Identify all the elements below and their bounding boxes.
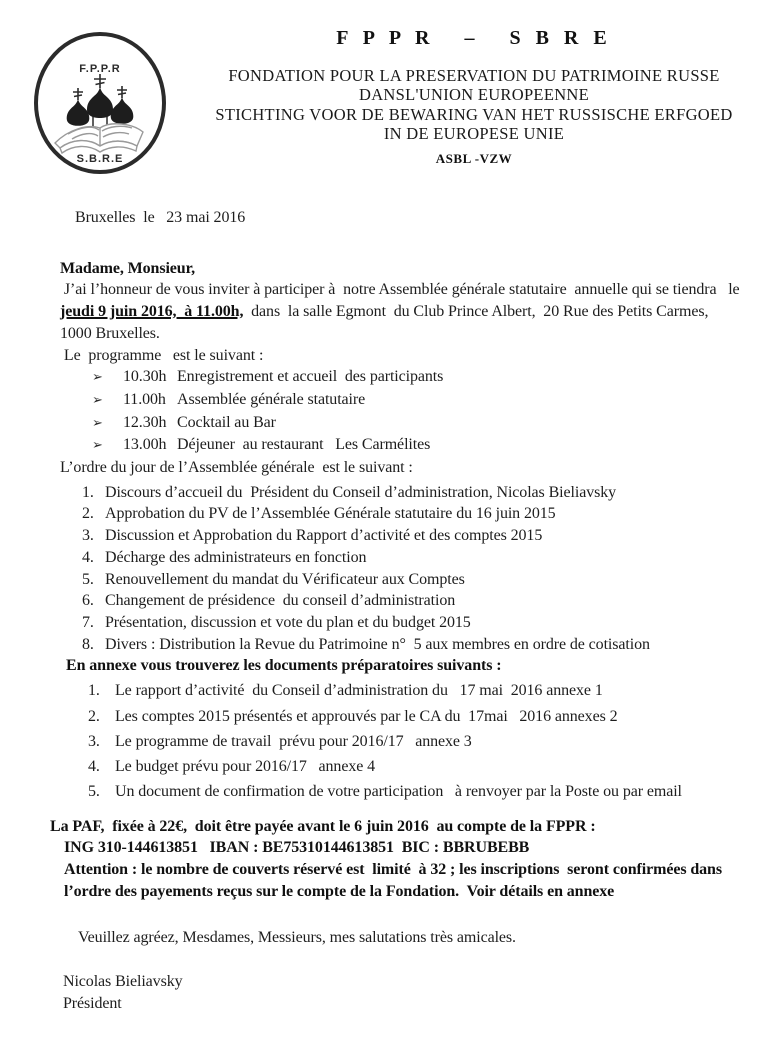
annex-list — [88, 680, 740, 802]
agenda-item — [82, 612, 740, 634]
agenda-item — [82, 634, 740, 656]
programme-label: Assemblée générale statutaire — [177, 390, 366, 408]
programme-time: 11.00h — [123, 390, 166, 408]
payment-info-block — [50, 816, 740, 903]
programme-time: 13.00h — [123, 436, 167, 454]
salutation: Madame, Monsieur, — [60, 259, 196, 277]
org-header-text — [176, 26, 772, 180]
legal-form-label: ASBL -VZW — [435, 150, 513, 166]
agenda-intro: L’ordre du jour de l’Assemblée générale est le suivant : — [60, 459, 413, 477]
annex-number: 1. — [88, 682, 100, 700]
invitation-text-before: J’ai l’honneur de vous inviter à participer à notre Assemblée générale statutaire annuelle qui se tiendra le — [60, 281, 752, 299]
arrowhead-bullet-icon: ➢ — [92, 438, 103, 454]
org-name-nl-line2: IN DE EUROPESE UNIE — [383, 124, 565, 144]
annex-heading: En annexe vous trouverez les documents préparatoires suivants : — [66, 657, 502, 675]
agenda-item — [82, 569, 740, 591]
agenda-number: 3. — [82, 527, 94, 545]
annex-text: Les comptes 2015 présentés et approuvés par le CA du 17mai 2016 annexes 2 — [115, 707, 618, 725]
annex-text: Un document de confirmation de votre participation à renvoyer par la Poste ou par email — [115, 782, 682, 800]
annex-item — [88, 706, 740, 728]
agenda-text: Renouvellement du mandat du Vérificateur aux Comptes — [105, 570, 465, 588]
meeting-date-highlight: jeudi 9 juin 2016, à 11.00h, — [60, 303, 244, 321]
programme-label: Enregistrement et accueil des participants — [177, 368, 444, 386]
fppr-sbre-logo — [24, 26, 176, 180]
annex-item — [88, 731, 740, 753]
annex-item — [88, 781, 740, 803]
agenda-item — [82, 503, 740, 525]
logo-top-label: F.P.P.R — [79, 63, 121, 75]
invitation-paragraph — [60, 279, 752, 344]
programme-item — [92, 389, 740, 412]
agenda-number: 2. — [82, 505, 94, 523]
signature-name: Nicolas Bieliavsky — [63, 973, 183, 991]
logo-bottom-label: S.B.R.E — [76, 153, 124, 165]
org-name-nl-line1: STICHTING VOOR DE BEWARING VAN HET RUSSISCHE ERFGOED — [215, 104, 733, 124]
agenda-number: 7. — [82, 613, 94, 631]
programme-item — [92, 434, 740, 457]
arrowhead-bullet-icon: ➢ — [92, 370, 103, 386]
agenda-list — [82, 482, 740, 656]
agenda-item — [82, 482, 740, 504]
agenda-number: 8. — [82, 635, 94, 653]
annex-number: 3. — [88, 732, 100, 750]
letter-body — [0, 207, 782, 1014]
paf-fee-line: La PAF, fixée à 22€, doit être payée avant le 6 juin 2016 au compte de la FPPR : — [50, 817, 596, 835]
programme-item — [92, 412, 740, 435]
annex-text: Le rapport d’activité du Conseil d’administration du 17 mai 2016 annexe 1 — [115, 682, 603, 700]
annex-text: Le programme de travail prévu pour 2016/17 annexe 3 — [115, 732, 472, 750]
agenda-number: 4. — [82, 548, 94, 566]
logo-graphic — [24, 26, 176, 180]
agenda-number: 5. — [82, 570, 94, 588]
org-name-fr-line2: DANSL'UNION EUROPEENNE — [358, 85, 590, 105]
agenda-text: Décharge des administrateurs en fonction — [105, 548, 367, 566]
agenda-text: Discours d’accueil du Président du Conseil d’administration, Nicolas Bieliavsky — [105, 483, 617, 501]
agenda-text: Divers : Distribution la Revue du Patrimoine n° 5 aux membres en ordre de cotisation — [105, 635, 650, 653]
programme-time: 10.30h — [123, 368, 167, 386]
programme-label: Cocktail au Bar — [177, 413, 276, 431]
attention-note: Attention : le nombre de couverts réservé est limité à 32 ; les inscriptions seront confirmées dans l’ordre des payements reçus sur le compte de la Fondation. Voir détails en annexe — [64, 860, 726, 900]
programme-item — [92, 366, 740, 389]
closing-salutation: Veuillez agréez, Mesdames, Messieurs, mes salutations très amicales. — [78, 929, 516, 947]
agenda-number: 1. — [82, 483, 94, 501]
arrowhead-bullet-icon: ➢ — [92, 392, 103, 408]
agenda-text: Discussion et Approbation du Rapport d’activité et des comptes 2015 — [105, 527, 543, 545]
bank-account-line: ING 310-144613851 IBAN : BE75310144613851 BIC : BBRUBEBB — [64, 839, 530, 857]
annex-number: 4. — [88, 757, 100, 775]
signature-title: Président — [63, 994, 122, 1012]
annex-number: 2. — [88, 707, 100, 725]
programme-label: Déjeuner au restaurant Les Carmélites — [177, 436, 431, 454]
dateline: Bruxelles le 23 mai 2016 — [75, 209, 246, 226]
arrowhead-bullet-icon: ➢ — [92, 415, 103, 431]
agenda-item — [82, 590, 740, 612]
agenda-item — [82, 547, 740, 569]
invitation-text-after: dans la salle Egmont du Club Prince Albert, 20 Rue des Petits Carmes, 1000 Bruxelles. — [60, 303, 717, 342]
letterhead — [0, 0, 782, 180]
annex-number: 5. — [88, 782, 100, 800]
annex-text: Le budget prévu pour 2016/17 annexe 4 — [115, 757, 376, 775]
programme-list — [92, 366, 740, 457]
agenda-text: Présentation, discussion et vote du plan et du budget 2015 — [105, 613, 471, 631]
agenda-text: Approbation du PV de l’Assemblée Générale statutaire du 16 juin 2015 — [105, 505, 556, 523]
agenda-text: Changement de présidence du conseil d’administration — [105, 592, 456, 610]
agenda-item — [82, 525, 740, 547]
annex-item — [88, 756, 740, 778]
annex-item — [88, 680, 740, 702]
agenda-number: 6. — [82, 592, 94, 610]
org-acronym-title: F P P R – S B R E — [336, 27, 612, 49]
programme-time: 12.30h — [123, 413, 167, 431]
programme-intro: Le programme est le suivant : — [60, 346, 264, 364]
org-name-fr-line1: FONDATION POUR LA PRESERVATION DU PATRIMOINE RUSSE — [228, 65, 720, 85]
